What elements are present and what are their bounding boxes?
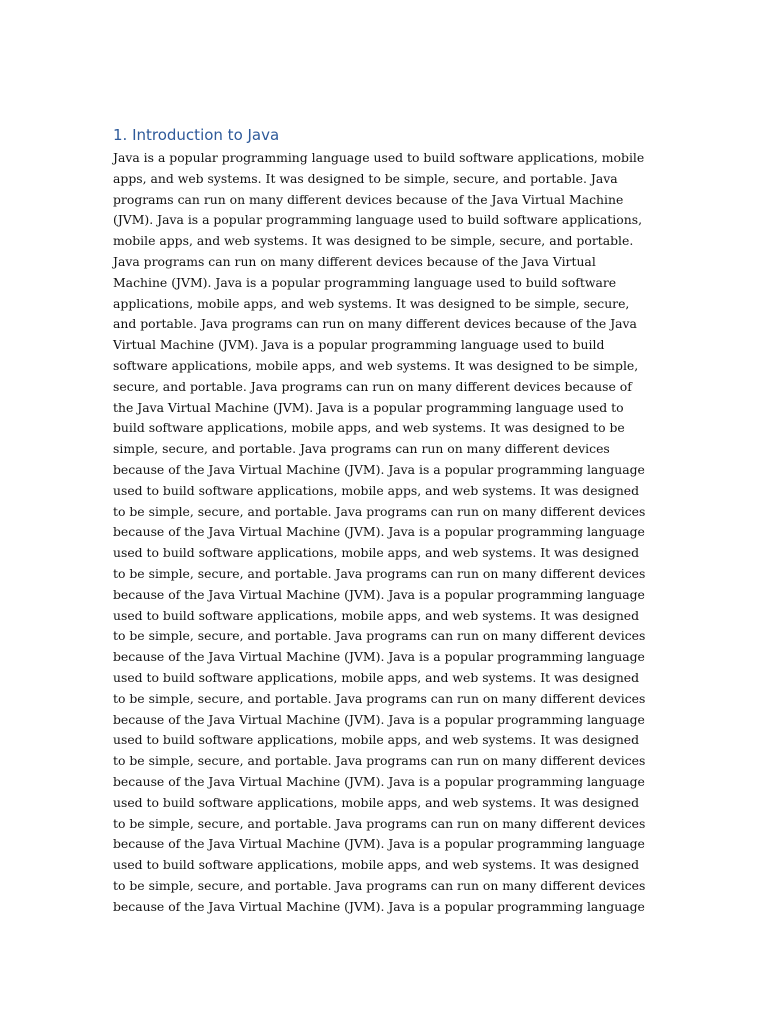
paragraph-line: because of the Java Virtual Machine (JVM). Java is a popular programming language: [113, 524, 645, 540]
paragraph-line: used to build software applications, mobile apps, and web systems. It was designed: [113, 732, 640, 748]
paragraph-line: to be simple, secure, and portable. Java programs can run on many different devices: [113, 565, 646, 581]
paragraph-line: used to build software applications, mobile apps, and web systems. It was designed: [113, 857, 640, 873]
paragraph-line: to be simple, secure, and portable. Java programs can run on many different devices: [113, 628, 646, 644]
paragraph-line: software applications, mobile apps, and web systems. It was designed to be simple,: [113, 357, 639, 373]
paragraph-line: because of the Java Virtual Machine (JVM). Java is a popular programming language: [113, 836, 645, 852]
paragraph-line: to be simple, secure, and portable. Java programs can run on many different devices: [113, 753, 646, 769]
paragraph-line: used to build software applications, mobile apps, and web systems. It was designed: [113, 545, 640, 561]
paragraph-line: (JVM). Java is a popular programming language used to build software applications,: [113, 212, 643, 228]
paragraph-line: to be simple, secure, and portable. Java programs can run on many different devices: [113, 503, 646, 519]
section-heading: 1. Introduction to Java: [113, 126, 280, 144]
paragraph-line: to be simple, secure, and portable. Java programs can run on many different devices: [113, 877, 646, 893]
paragraph-line: build software applications, mobile apps, and web systems. It was designed to be: [113, 420, 625, 436]
paragraph-line: programs can run on many different devices because of the Java Virtual Machine: [113, 191, 624, 207]
paragraph-line: Java is a popular programming language used to build software applications, mobile: [113, 150, 645, 165]
paragraph-line: used to build software applications, mobile apps, and web systems. It was designed: [113, 482, 640, 498]
paragraph-line: apps, and web systems. It was designed to be simple, secure, and portable. Java: [113, 170, 618, 186]
paragraph-line: because of the Java Virtual Machine (JVM). Java is a popular programming language: [113, 898, 645, 914]
paragraph-line: used to build software applications, mobile apps, and web systems. It was designed: [113, 669, 640, 685]
paragraph-line: secure, and portable. Java programs can run on many different devices because of: [113, 378, 632, 394]
paragraph-line: because of the Java Virtual Machine (JVM). Java is a popular programming language: [113, 773, 645, 789]
paragraph-line: simple, secure, and portable. Java programs can run on many different devices: [113, 441, 610, 457]
paragraph-line: mobile apps, and web systems. It was designed to be simple, secure, and portable.: [113, 233, 634, 249]
paragraph-line: to be simple, secure, and portable. Java programs can run on many different devices: [113, 690, 646, 706]
paragraph-line: because of the Java Virtual Machine (JVM). Java is a popular programming language: [113, 711, 645, 727]
paragraph-line: and portable. Java programs can run on many different devices because of the Java: [113, 316, 637, 332]
paragraph-line: because of the Java Virtual Machine (JVM). Java is a popular programming language: [113, 461, 645, 477]
paragraph-line: used to build software applications, mobile apps, and web systems. It was designed: [113, 794, 640, 810]
paragraph-line: applications, mobile apps, and web systems. It was designed to be simple, secure,: [113, 295, 630, 311]
paragraph-line: because of the Java Virtual Machine (JVM). Java is a popular programming language: [113, 586, 645, 602]
paragraph-line: Java programs can run on many different devices because of the Java Virtual: [113, 253, 596, 269]
paragraph-line: to be simple, secure, and portable. Java programs can run on many different devices: [113, 815, 646, 831]
paragraph-line: the Java Virtual Machine (JVM). Java is a popular programming language used to: [113, 399, 624, 415]
paragraph-line: Machine (JVM). Java is a popular programming language used to build software: [113, 274, 617, 290]
paragraph-line: used to build software applications, mobile apps, and web systems. It was designed: [113, 607, 640, 623]
paragraph-line: because of the Java Virtual Machine (JVM). Java is a popular programming language: [113, 649, 645, 665]
paragraph-line: Virtual Machine (JVM). Java is a popular programming language used to build: [113, 337, 605, 353]
body-paragraph: [113, 148, 673, 917]
